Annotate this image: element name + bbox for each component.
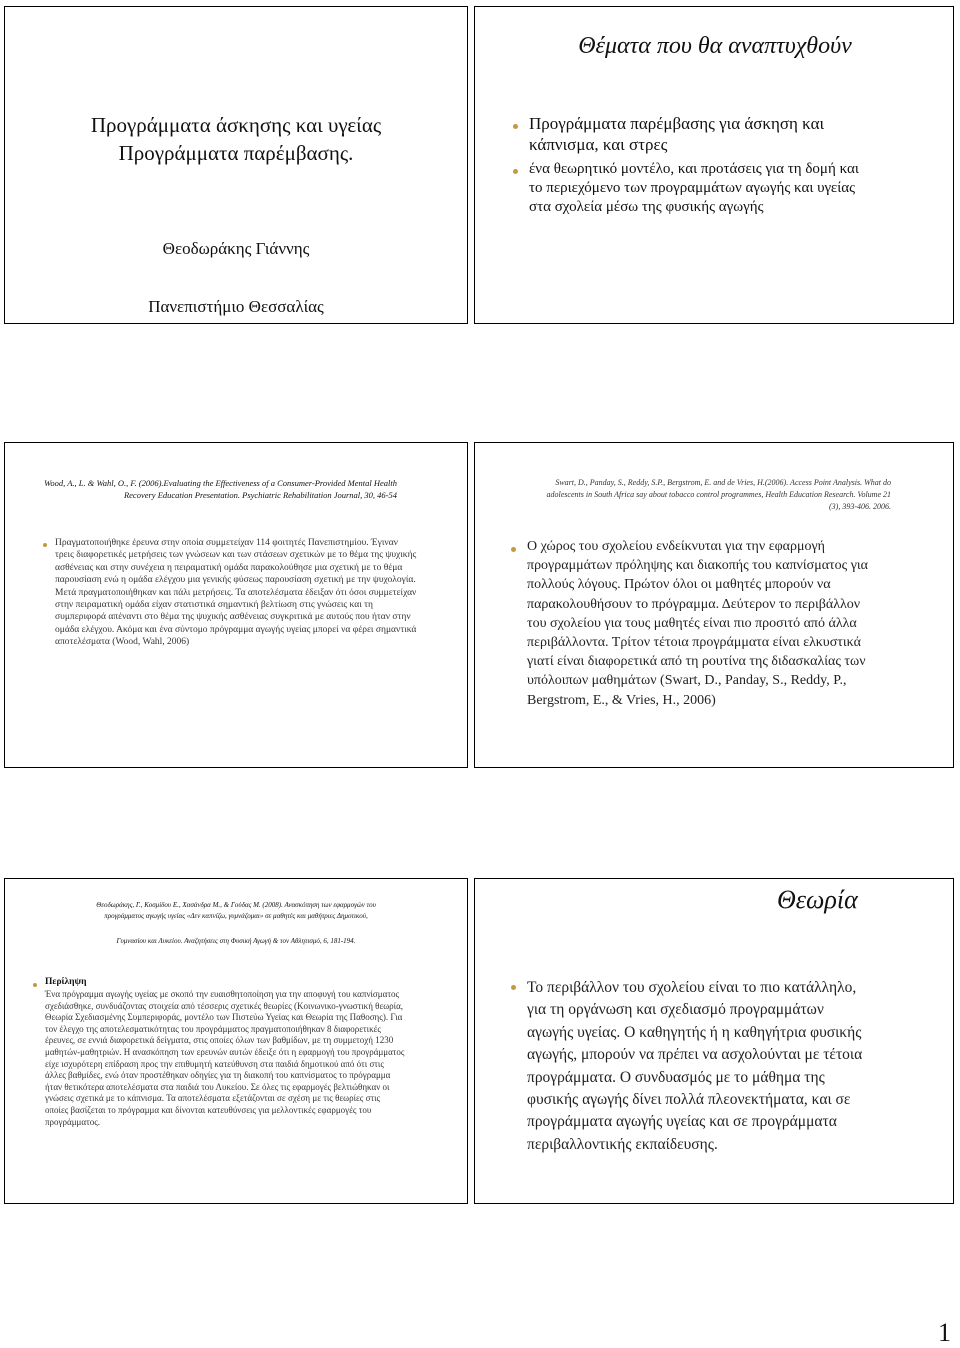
slide2-bullet-1-text: Προγράμματα παρέμβασης για άσκηση και κάπνισμα, και στρες [529, 114, 825, 154]
slide5-ref-line2: προγράμματος αγωγής υγείας «Δεν καπνίζω, γυμνάζομαι» σε μαθητές και μαθήτριες Δημοτικού, [104, 912, 368, 920]
slide5-ref-line3: Γυμνασίου και Λυκείου. Αναζητήσεις στη Φυσική Αγωγή & τον Αθλητισμό, 6, 181-194. [116, 937, 356, 945]
slide1-title-line1: Προγράμματα άσκησης και υγείας [90, 113, 382, 137]
slide6-title: Θεωρία [777, 885, 858, 914]
slide1-university: Πανεπιστήμιο Θεσσαλίας [148, 297, 324, 316]
slide3-reference: Wood, A., L. & Wahl, O., F. (2006).Evaluating the Effectiveness of a Consumer-Provided Mental Health Recovery Education Presentation. Psychiatric Rehabilitation Journal, 30, 46-54 [44, 478, 397, 500]
slide6-body: Το περιβάλλον του σχολείου είναι το πιο κατάλληλο, για τη οργάνωση και σχεδιασμό προγραμμάτων αγωγής υγείας. Ο καθηγητής ή η καθηγήτρια φυσικής αγωγής, μπορούν να πρέπει να ασχολούνται με τέτοια προγράμματα. Ο συνδυασμός με το μάθημα της φυσικής αγωγής δίνει πολλά πλεονεκτήματα, και σε προγράμματα αγωγής υγείας και σε προγράμματα περιβαλλοντικής εκπαίδευσης. [527, 979, 863, 1153]
slide3-bullet-icon [43, 543, 47, 547]
slide-theodorakis-review [4, 878, 468, 1204]
slide-swart [474, 442, 954, 768]
slide-topics [474, 6, 954, 324]
slide2-bullet-2-text: ένα θεωρητικό μοντέλο, και προτάσεις για τη δομή και το περιεχόμενο των προγραμμάτων αγωγής και υγείας στα σχολεία μέσω της φυσικής αγωγής [529, 161, 859, 215]
slide6-bullet-icon [511, 985, 516, 990]
slide1-title-line2: Προγράμματα παρέμβασης. [118, 141, 354, 165]
slide2-title: Θέματα που θα αναπτυχθούν [578, 33, 852, 59]
slide2-bullet-1-icon [513, 124, 518, 129]
slide4-reference: Swart, D., Panday, S., Reddy, S.P., Bergstrom, E. and de Vries, H.(2006). Access Point Analysis. What do adolescents in South Africa say about tobacco control programmes, Health Education Research. Volume 21 (3), 393-406. 2006. [546, 478, 891, 511]
slide5-ref-line1: Θεοδωράκης, Γ., Κοσμίδου Ε., Χασάνδρα Μ., & Γούδας Μ. (2008). Ανασκόπηση των εφαρμογών του [96, 901, 376, 909]
slide4-body: Ο χώρος του σχολείου ενδείκνυται για την εφαρμογή προγραμμάτων πρόληψης και διακοπής του καπνίσματος για πολλούς λόγους. Πρώτον όλοι οι μαθητές μπορούν να παρακολουθήσουν το πρόγραμμα. Δεύτερον το περιβάλλον του σχολείου για τους μαθητές είναι πιο προσιτό από άλλα περιβάλλοντα. Τρίτον τέτοια προγράμματα είναι ελκυστικά γιατί είναι διαφορετικά από τη ρουτίνα της διδασκαλίας των υπόλοιπων μαθημάτων (Swart, D., Panday, S., Reddy, P., Bergstrom, E., & Vries, H., 2006) [527, 539, 868, 708]
page-number: 1 [938, 1318, 951, 1347]
slide-wood-wahl [4, 442, 468, 768]
slide-theory [474, 878, 954, 1204]
slide5-body: Ένα πρόγραμμα αγωγής υγείας με σκοπό την ευαισθητοποίηση για την αποφυγή του καπνίσματος σχεδιάσθηκε, συνδυάζοντας στοιχεία από τέσσερις σχετικές θεωρίες (Κοινωνικο-γνωστική θεωρία, Θεωρία Σχεδιασμένης Συμπεριφοράς, μοντέλο των Πιστεύω Υγείας και Θεωρία της Παθοσης). Για τον έλεγχο της αποτελεσματικότητας του προγράμματος πραγματοποιήθηκαν 8 διαφορετικές έρευνες, σε εννιά διαφορετικά δείγματα, στις οποίες όλων των βαθμίδων, με τη συμμετοχή 1230 μαθητών-μαθητριών. Η ανασκόπηση των ερευνών αυτών έδειξε ότι η εφαρμογή του προγράμματος είχε ισχυρότερη επίδραση προς την επιθυμητή κατεύθυνση στα παιδιά δημοτικού από ότι στις άλλες βαθμίδες, ενώ όταν προστέθηκαν οδηγίες για τη διακοπή του καπνίσματος το πρόγραμμα ήταν θετικότερα αποτελέσματα στα παιδιά του Λυκείου. Σε όλες τις εφαρμογές βελτιώθηκαν οι γνώσεις σχετικά με το κάπνισμα. Τα αποτελέσματα εξετάζονται σε σχέση με τις θεωρίες στις οποίες βασίζεται το πρόγραμμα και δίνονται κατευθύνσεις για μελλοντικές εφαρμογές του προγράμματος. [45, 989, 405, 1127]
slide-title [4, 6, 468, 324]
slide5-bullet-icon [33, 983, 37, 987]
slide1-author: Θεοδωράκης Γιάννης [162, 239, 310, 258]
slide5-heading: Περίληψη [45, 977, 87, 987]
slide3-body: Πραγματοποιήθηκε έρευνα στην οποία συμμετείχαν 114 φοιτητές Πανεπιστημίου. Έγιναν τρεις διαφορετικές μετρήσεις των γνώσεων και των στάσεων σχετικών με το θέμα της ψυχικής ασθένειας και στην συνέχεια η πειραματική ομάδα παρακολούθησε μια σχετική με το θέμα παρουσίαση ενώ η ομάδα ελέγχου μια γενικής φύσεως παρουσίαση σχετική με την ψυχολογία. Μετά πραγματοποιήθηκαν και πάλι μετρήσεις. Τα αποτελέσματα έδειξαν ότι όσοι συμμετείχαν στην πειραματική ομάδα είχαν στατιστικά σημαντική βελτίωση στις γνώσεις και τη συμπεριφορά απέναντι στο θέμα της ψυχικής ασθένειας συγκριτικά με αυτούς που ήταν στην ομάδα ελέγχου. Ακόμα και ένα σύντομο πρόγραμμα αγωγής υγείας μπορεί να φέρει σημαντικά αποτελέσματα (Wood, Wahl, 2006) [55, 538, 417, 648]
slide2-bullet-2-icon [513, 169, 518, 174]
slide4-bullet-icon [511, 547, 516, 552]
